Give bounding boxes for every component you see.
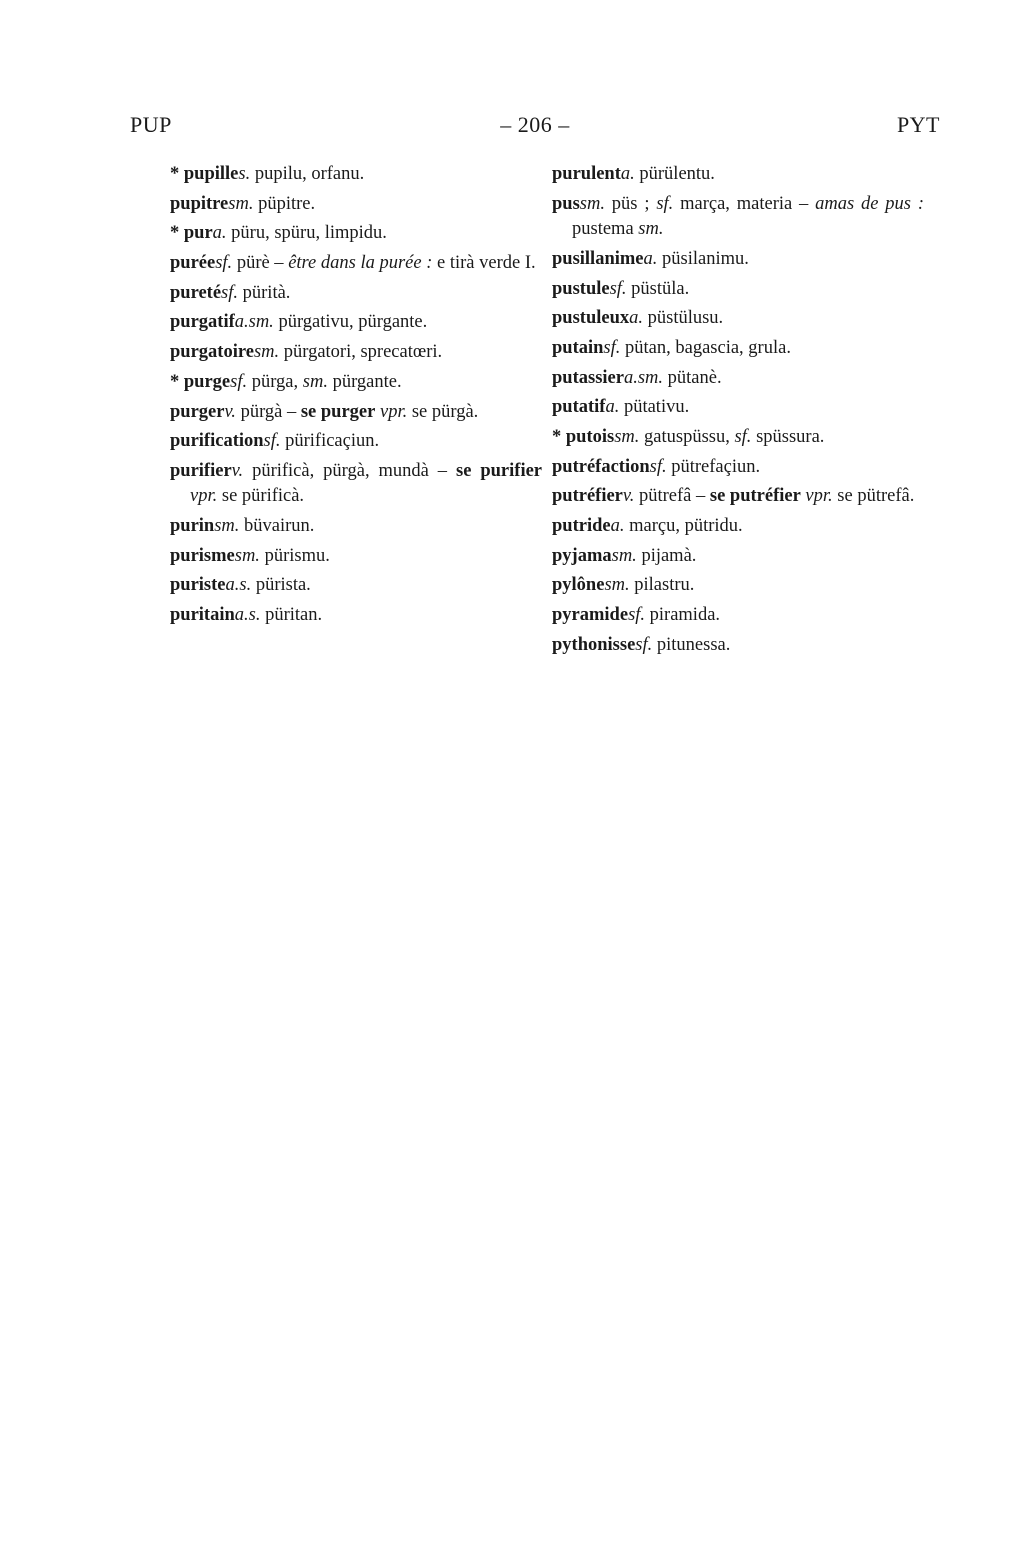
entry-text-part: a. [605, 397, 620, 418]
entry-text-part: püritan. [260, 605, 323, 626]
entry-text-part: sf. [263, 431, 281, 452]
entry-headword: pusillanime [552, 248, 644, 269]
entry-text-part: a.s. [225, 575, 252, 596]
entry-text-part: sf. [635, 634, 653, 655]
dictionary-entry [170, 310, 542, 336]
entry-headword: putain [552, 337, 604, 358]
entry-text-part: a.sm. [234, 312, 274, 333]
entry-text-part: sf. [215, 253, 233, 274]
entry-headword: pyjama [552, 545, 612, 566]
entry-headword: pupille [183, 164, 239, 184]
entry-headword: purgatif [170, 312, 235, 333]
entry-headword: purgatoire [170, 342, 254, 363]
dictionary-entry [170, 573, 542, 599]
entry-text-part: v. [622, 486, 635, 507]
entry-headword: putassier [552, 367, 624, 388]
entry-text-part: gatuspüssu, [639, 427, 735, 447]
entry-text-part: sf. [221, 282, 239, 303]
entry-asterisk: * [552, 427, 566, 447]
dictionary-entry [552, 336, 924, 362]
entry-asterisk: * [170, 371, 184, 392]
entry-headword: pustuleux [552, 308, 630, 329]
entry-text-part: être dans la purée : [288, 253, 433, 274]
dictionary-entry [170, 251, 542, 277]
entry-headword: puritain [170, 605, 235, 626]
entry-headword: pupitre [170, 193, 229, 214]
dictionary-entry [170, 429, 542, 455]
dictionary-entry [552, 306, 924, 332]
entry-text-part: sf. [649, 456, 667, 477]
entry-asterisk: * [170, 223, 184, 244]
running-head [130, 112, 940, 140]
entry-text-part: pütativu. [619, 397, 690, 418]
dictionary-entry [170, 514, 542, 540]
entry-text-part: pürificaçiun. [280, 431, 380, 452]
entry-text-part: püs ; [604, 193, 657, 214]
entry-headword: pus [552, 193, 580, 214]
entry-text-part: marçu, pütridu. [624, 516, 743, 537]
entry-text-part: sm. [604, 575, 630, 596]
entry-text-part: sm. [638, 219, 664, 240]
entry-text-part: vpr. [375, 401, 408, 422]
entry-text-part: büvairun. [239, 516, 315, 537]
entry-text-part: pürgante. [327, 371, 402, 392]
dictionary-entry [552, 192, 924, 243]
entry-text-part: pitunessa. [652, 634, 731, 655]
entry-text-part: a. [620, 164, 635, 184]
entry-text-part: a.sm. [623, 367, 664, 388]
dictionary-entry [552, 366, 924, 392]
entry-text-part: amas de pus : [815, 193, 924, 214]
entry-text-part: vpr. [800, 486, 833, 507]
entry-text-part: se pürificà. [217, 486, 305, 507]
dictionary-entry [170, 162, 542, 188]
entry-headword: pythonisse [552, 634, 636, 655]
entry-text-part: pürista. [251, 575, 311, 596]
entry-text-part: püstülusu. [643, 308, 724, 329]
entry-text-part: sf. [734, 427, 752, 447]
running-head-right: PYT [896, 112, 940, 137]
entry-headword: pylône [552, 575, 605, 596]
entry-text-part: sf. [656, 193, 674, 214]
entry-headword: purifier [170, 460, 232, 481]
entry-text-part: spüssura. [751, 427, 825, 447]
entry-text-part: e tirà verde I. [432, 253, 536, 274]
dictionary-entry [170, 400, 542, 426]
entry-text-part: pustema [572, 219, 639, 240]
entry-text-part: s. [238, 164, 251, 184]
entry-headword: purger [170, 401, 225, 422]
dictionary-entry [552, 573, 924, 599]
entry-text-part: pürgatori, sprecatœri. [279, 342, 443, 363]
entry-text-part: sm. [579, 193, 605, 214]
entry-text-part: pütan, bagascia, grula. [620, 337, 791, 358]
entry-text-part: pürgà – [235, 401, 301, 422]
entry-text-part: pupilu, orfanu. [250, 164, 365, 184]
dictionary-entry [170, 544, 542, 570]
entry-headword: putatif [552, 397, 606, 418]
entry-text-part: sm. [611, 545, 637, 566]
entry-headword: putréfier [552, 486, 623, 507]
entry-headword: pureté [170, 282, 222, 303]
entry-text-part: pürga, [247, 371, 303, 392]
entry-text-part: se purifier [456, 460, 543, 481]
entry-text-part: sf. [230, 371, 248, 392]
entry-text-part: sm. [253, 342, 280, 363]
entry-headword: puriste [170, 575, 226, 596]
entry-text-part: püpitre. [253, 193, 316, 214]
entry-text-part: sf. [609, 278, 627, 299]
dictionary-entry [170, 221, 542, 247]
entry-text-part: marça, materia – [673, 193, 816, 214]
column-left [170, 162, 542, 633]
entry-text-part: sf. [603, 337, 621, 358]
dictionary-entry [170, 340, 542, 366]
entry-headword: purée [170, 253, 216, 274]
entry-text-part: pijamà. [636, 545, 697, 566]
entry-text-part: pürè – [232, 253, 289, 274]
entry-headword: purge [183, 371, 231, 392]
entry-text-part: se putréfier [709, 486, 801, 507]
dictionary-entry [170, 281, 542, 307]
entry-text-part: sm. [614, 427, 640, 447]
entry-headword: putride [552, 516, 611, 537]
dictionary-entry [552, 603, 924, 629]
entry-text-part: a.s. [234, 605, 261, 626]
entry-text-part: pürificà, pürgà, mundà – [243, 460, 456, 481]
entry-text-part: v. [224, 401, 236, 422]
entry-text-part: a. [610, 516, 625, 537]
entry-text-part: v. [231, 460, 244, 481]
entry-text-part: a. [629, 308, 643, 329]
entry-text-part: se purger [300, 401, 376, 422]
dictionary-entry [170, 459, 542, 510]
running-head-left: PUP [130, 112, 172, 137]
dictionary-entry [170, 370, 542, 396]
entry-text-part: se pürgà. [407, 401, 479, 422]
entry-headword: purisme [170, 545, 235, 566]
dictionary-entry [552, 162, 924, 188]
entry-headword: pur [183, 223, 213, 244]
dictionary-entry [170, 192, 542, 218]
dictionary-entry [552, 514, 924, 540]
entry-text-part: sm. [234, 545, 260, 566]
dictionary-entry [552, 484, 924, 510]
entry-text-part: se pütrefâ. [832, 486, 915, 507]
entry-text-part: piramida. [645, 605, 721, 626]
entry-headword: purin [170, 516, 215, 537]
entry-text-part: sm. [302, 371, 328, 392]
entry-text-part: pütanè. [663, 367, 722, 388]
entry-text-part: püsilanimu. [657, 248, 749, 269]
entry-text-part: pürismu. [259, 545, 330, 566]
entry-text-part: pütrefâ – [634, 486, 710, 507]
dictionary-entry [552, 633, 924, 659]
dictionary-entry [552, 277, 924, 303]
entry-text-part: vpr. [190, 486, 218, 507]
entry-headword: purification [170, 431, 264, 452]
entry-asterisk: * [170, 164, 184, 184]
dictionary-entry [552, 544, 924, 570]
entry-headword: putois [565, 427, 615, 447]
entry-text-part: pilastru. [629, 575, 695, 596]
entry-headword: purulent [552, 164, 621, 184]
entry-text-part: sm. [228, 193, 254, 214]
entry-headword: pustule [552, 278, 610, 299]
dictionary-entry [552, 425, 924, 451]
dictionary-entry [552, 455, 924, 481]
entry-text-part: püru, spüru, limpidu. [226, 223, 387, 244]
entry-text-part: pütrefaçiun. [666, 456, 761, 477]
dictionary-entry [552, 395, 924, 421]
entry-headword: pyramide [552, 605, 629, 626]
page-number: – 206 – [500, 112, 570, 137]
column-right [552, 162, 924, 663]
entry-text-part: pürità. [238, 282, 291, 303]
dictionary-entry [552, 247, 924, 273]
entry-text-part: pürgativu, pürgante. [273, 312, 428, 333]
entry-headword: putréfaction [552, 456, 650, 477]
entry-text-part: a. [643, 248, 658, 269]
entry-text-part: sm. [214, 516, 240, 537]
entry-text-part: pürülentu. [634, 164, 715, 184]
entry-text-part: a. [212, 223, 227, 244]
dictionary-entry [170, 603, 542, 629]
entry-text-part: sf. [628, 605, 646, 626]
entry-text-part: püstüla. [626, 278, 690, 299]
